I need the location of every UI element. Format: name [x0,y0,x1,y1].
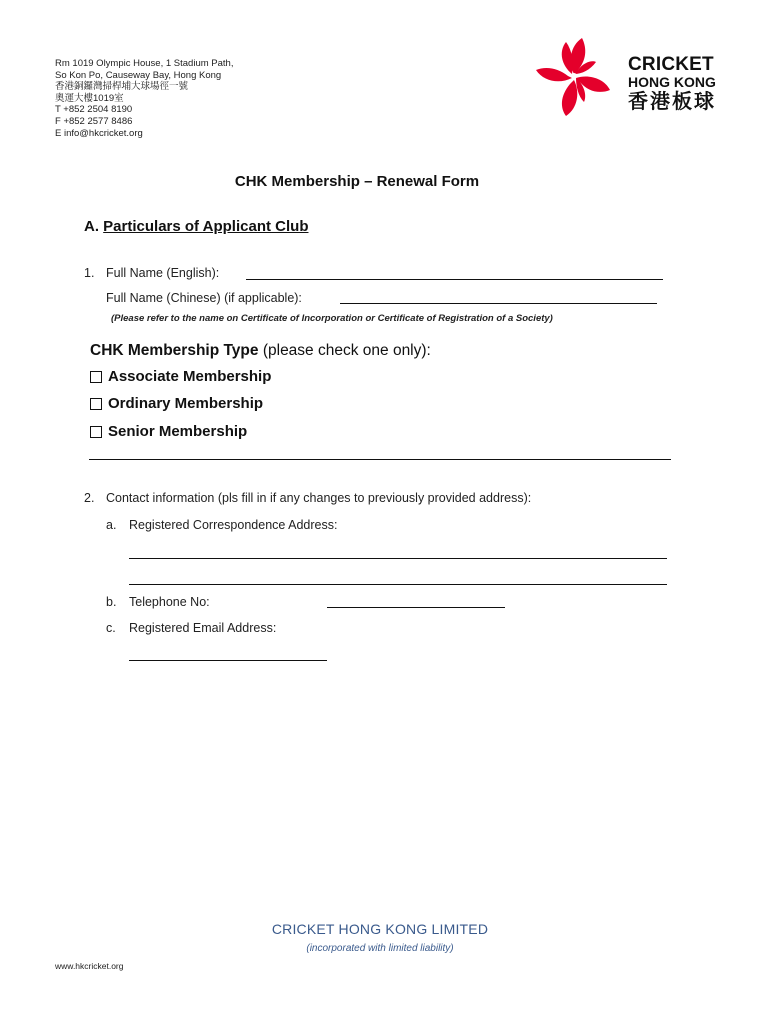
telephone-label: Telephone No: [129,595,210,609]
checkbox[interactable] [90,371,102,383]
full-name-chinese-field[interactable] [340,303,657,304]
option-label: Associate Membership [108,368,272,385]
correspondence-address-field-1[interactable] [129,558,667,559]
item-2b-letter: b. [106,595,117,609]
item-2-number: 2. [84,491,95,505]
ordinary-membership-option[interactable] [90,395,263,412]
company-subtitle: (incorporated with limited liability) [306,943,454,954]
fax-line: F +852 2577 8486 [55,115,133,127]
email-address-label: Registered Email Address: [129,621,277,635]
logo-wordmark [628,55,716,114]
email-line: E info@hkcricket.org [55,127,143,139]
item-1-number: 1. [84,266,95,280]
correspondence-address-field-2[interactable] [129,584,667,585]
section-divider [89,459,671,460]
address-line: 奧運大樓1019室 [55,92,124,104]
logo-line-1: CRICKET [628,54,714,75]
logo-line-2: HONG KONG [628,74,716,90]
address-line: So Kon Po, Causeway Bay, Hong Kong [55,69,222,81]
website-link[interactable]: www.hkcricket.org [55,961,124,971]
address-line: 香港銅鑼灣掃桿埔大球場徑一號 [55,81,189,93]
full-name-chinese-label: Full Name (Chinese) (if applicable): [106,291,302,305]
membership-type-title: CHK Membership Type [90,342,259,359]
full-name-english-field[interactable] [246,279,663,280]
membership-type-heading [90,342,431,360]
option-label: Ordinary Membership [108,395,264,412]
email-address-field[interactable] [129,660,327,661]
company-name: CRICKET HONG KONG LIMITED [271,921,489,937]
checkbox[interactable] [90,426,102,438]
form-title: CHK Membership – Renewal Form [234,173,480,190]
address-block [55,58,233,139]
certificate-note: (Please refer to the name on Certificate of Incorporation or Certificate of Registration of a Society) [111,313,553,324]
section-a-title: Particulars of Applicant Club [103,218,309,235]
associate-membership-option[interactable] [90,368,271,385]
senior-membership-option[interactable] [90,423,247,440]
section-a-heading [84,218,308,235]
address-line: Rm 1019 Olympic House, 1 Stadium Path, [55,58,234,69]
checkbox[interactable] [90,398,102,410]
item-2c-letter: c. [106,621,116,635]
logo-line-3: 香港板球 [628,91,716,113]
item-2a-letter: a. [106,518,117,532]
telephone-field[interactable] [327,607,505,608]
full-name-english-label: Full Name (English): [106,266,220,280]
phone-line: T +852 2504 8190 [55,104,133,116]
section-a-prefix: A. [84,218,104,235]
membership-type-instruction: (please check one only): [258,342,431,359]
contact-info-label: Contact information (pls fill in if any changes to previously provided address): [106,491,532,505]
correspondence-address-label: Registered Correspondence Address: [129,518,338,532]
option-label: Senior Membership [108,423,248,440]
